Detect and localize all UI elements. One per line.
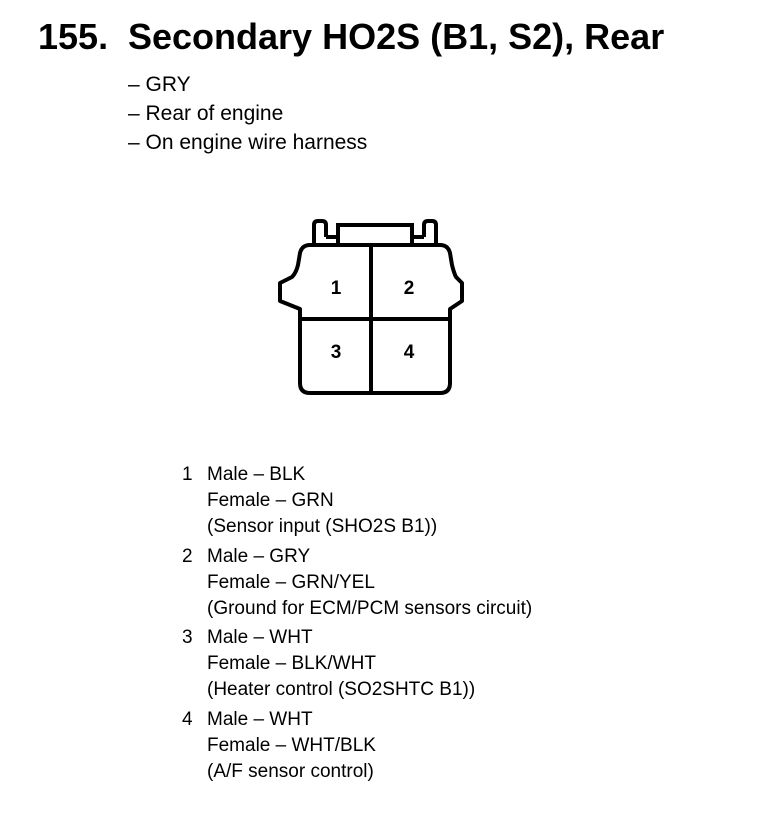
cavity-label-3: 3: [330, 342, 342, 363]
connector-diagram: [270, 215, 480, 400]
cavity-label-4: 4: [403, 342, 415, 363]
note-location: – Rear of engine: [128, 102, 284, 125]
pin-male-wire: Male – WHT: [207, 708, 313, 730]
pin-entry-3: [182, 625, 532, 703]
pin-female-wire: Female – BLK/WHT: [207, 653, 376, 674]
pin-female-wire: Female – GRN/YEL: [207, 571, 375, 593]
pin-male-wire: Male – WHT: [207, 627, 313, 648]
cavity-label-2: 2: [403, 278, 415, 299]
connector-notes: [128, 70, 367, 157]
pin-number: 2: [182, 545, 193, 567]
pin-function: (Heater control (SO2SHTC B1)): [207, 679, 476, 700]
pin-female-wire: Female – WHT/BLK: [207, 734, 376, 756]
note-color: – GRY: [128, 73, 191, 96]
connector-latch: [314, 221, 436, 245]
pin-entry-1: [182, 462, 532, 540]
title-text: Secondary HO2S (B1, S2), Rear: [128, 16, 665, 57]
pin-number: 4: [182, 708, 193, 730]
pin-entry-2: [182, 544, 532, 622]
pin-male-wire: Male – BLK: [207, 464, 306, 485]
pin-female-wire: Female – GRN: [207, 490, 334, 511]
page-title: [38, 16, 664, 58]
pin-number: 1: [182, 464, 193, 485]
pin-male-wire: Male – GRY: [207, 545, 311, 567]
pin-function: (Ground for ECM/PCM sensors circuit): [207, 597, 533, 619]
title-number: 155.: [38, 16, 109, 57]
pin-number: 3: [182, 627, 193, 648]
pin-entry-4: [182, 707, 532, 785]
note-harness: – On engine wire harness: [128, 131, 368, 154]
cavity-label-1: 1: [330, 278, 342, 299]
pin-list: [182, 462, 532, 788]
pin-function: (A/F sensor control): [207, 760, 374, 782]
pin-function: (Sensor input (SHO2S B1)): [207, 516, 438, 537]
